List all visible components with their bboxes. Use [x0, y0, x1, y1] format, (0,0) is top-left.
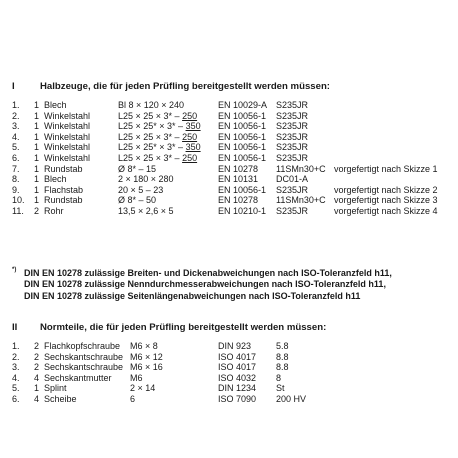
position-cell: 10.	[12, 195, 25, 206]
dimension-text: Ø 8* – 15	[118, 163, 157, 174]
dimension-cell	[118, 132, 218, 143]
name-cell: Sechskantschraube	[44, 362, 124, 373]
strength-class-cell: 8.8	[276, 351, 289, 362]
footnote-marker: *)	[12, 267, 17, 273]
dimension-cell	[118, 111, 218, 122]
dimension-length-underlined: 350	[185, 121, 201, 132]
table-row	[12, 352, 326, 363]
table-row	[12, 100, 442, 111]
standard-parts-table	[12, 341, 326, 405]
position-cell: 7.	[12, 163, 20, 174]
footnote-line: DIN EN 10278 zulässige Nenndurchmesserabweichungen nach ISO-Toleranzfeld h11,	[24, 279, 386, 290]
dimension-length-underlined: 350	[185, 142, 201, 153]
table-row	[12, 206, 442, 217]
standard-cell: DIN 923	[218, 341, 252, 351]
position-cell: 1.	[12, 341, 20, 351]
dimension-cell: 2 × 14	[130, 383, 156, 394]
dimension-text: L25 × 25 × 3* –	[118, 110, 183, 121]
quantity-cell: 1	[34, 121, 40, 132]
table-row	[12, 383, 326, 394]
material-cell: S235JR	[276, 142, 309, 153]
position-cell: 3.	[12, 362, 20, 373]
quantity-cell: 1	[34, 131, 40, 142]
strength-class-cell: 5.8	[276, 341, 289, 351]
dimension-text: 20 × 5 – 23	[118, 184, 164, 195]
position-cell: 11.	[12, 205, 24, 216]
name-cell: Sechskantmutter	[44, 372, 112, 383]
quantity-cell: 1	[34, 110, 40, 121]
note-cell: vorgefertigt nach Skizze 4	[334, 205, 438, 216]
semi-finished-products-table	[12, 100, 442, 217]
dimension-cell: M6 × 8	[130, 341, 158, 351]
dimension-length-underlined: 250	[182, 152, 198, 163]
table-row	[12, 394, 326, 405]
quantity-cell: 2	[34, 341, 40, 351]
dimension-length-underlined: 250	[182, 110, 198, 121]
quantity-cell: 1	[34, 174, 40, 185]
material-cell: DC01-A	[276, 174, 309, 185]
material-cell: S235JR	[276, 152, 309, 163]
quantity-cell: 4	[34, 372, 40, 383]
dimension-cell	[118, 195, 218, 206]
dimension-text: L25 × 25* × 3* –	[118, 121, 186, 132]
table-row	[12, 362, 326, 373]
dimension-cell: M6 × 16	[130, 362, 163, 373]
table-row	[12, 174, 442, 185]
position-cell: 6.	[12, 393, 20, 404]
name-cell: Splint	[44, 383, 67, 394]
position-cell: 5.	[12, 383, 20, 394]
strength-class-cell: 8	[276, 372, 282, 383]
position-cell: 4.	[12, 131, 20, 142]
section-2-heading	[12, 322, 442, 334]
name-cell: Rohr	[44, 205, 64, 216]
dimension-cell	[118, 206, 218, 217]
standard-cell: EN 10056-1	[218, 121, 267, 132]
material-cell: 11SMn30+C	[276, 163, 326, 174]
name-cell: Blech	[44, 174, 67, 185]
note-cell	[334, 153, 442, 164]
dimension-cell: M6	[130, 372, 143, 383]
standard-cell: EN 10210-1	[218, 205, 267, 216]
footnote-line: DIN EN 10278 zulässige Breiten- und Dickenabweichungen nach ISO-Toleranzfeld h11,	[24, 268, 392, 278]
dimension-text: Ø 8* – 50	[118, 195, 157, 206]
quantity-cell: 1	[34, 100, 40, 110]
standard-cell: EN 10131	[218, 174, 259, 185]
standard-cell: EN 10278	[218, 163, 259, 174]
quantity-cell: 1	[34, 163, 40, 174]
table-row	[12, 341, 326, 352]
dimension-length-underlined: 250	[182, 131, 198, 142]
section-1-heading	[12, 81, 442, 93]
table-row	[12, 164, 442, 175]
material-cell: S235JR	[276, 131, 309, 142]
standard-cell: ISO 4017	[218, 362, 257, 373]
table-row	[12, 153, 442, 164]
name-cell: Rundstab	[44, 195, 83, 206]
dimension-cell	[118, 185, 218, 196]
dimension-cell: M6 × 12	[130, 351, 163, 362]
position-cell: 8.	[12, 174, 20, 185]
note-cell	[334, 121, 442, 132]
dimension-cell	[118, 164, 218, 175]
position-cell: 9.	[12, 184, 20, 195]
quantity-cell: 2	[34, 205, 40, 216]
material-cell: S235JR	[276, 205, 309, 216]
note-cell: vorgefertigt nach Skizze 1	[334, 163, 438, 174]
name-cell: Scheibe	[44, 393, 77, 404]
note-cell: vorgefertigt nach Skizze 2	[334, 184, 438, 195]
note-cell	[334, 142, 442, 153]
table-row	[12, 195, 442, 206]
standard-cell: EN 10056-1	[218, 184, 267, 195]
position-cell: 5.	[12, 142, 20, 153]
standard-cell: ISO 4032	[218, 372, 257, 383]
dimension-text: Bl 8 × 120 × 240	[118, 100, 185, 110]
section-1-number: I	[12, 81, 15, 92]
table-row	[12, 121, 442, 132]
dimension-cell	[118, 100, 218, 111]
material-cell: S235JR	[276, 100, 309, 110]
quantity-cell: 2	[34, 362, 40, 373]
position-cell: 2.	[12, 110, 20, 121]
strength-class-cell: St	[276, 383, 285, 394]
name-cell: Winkelstahl	[44, 142, 91, 153]
name-cell: Flachstab	[44, 184, 84, 195]
dimension-cell: 6	[130, 393, 136, 404]
table-row	[12, 111, 442, 122]
standard-cell: EN 10278	[218, 195, 259, 206]
quantity-cell: 1	[34, 383, 40, 394]
material-cell: S235JR	[276, 110, 309, 121]
standard-cell: EN 10056-1	[218, 110, 267, 121]
name-cell: Winkelstahl	[44, 152, 91, 163]
material-cell: 11SMn30+C	[276, 195, 326, 206]
name-cell: Winkelstahl	[44, 121, 91, 132]
dimension-text: 2 × 180 × 280	[118, 174, 174, 185]
table-row	[12, 373, 326, 384]
standard-cell: EN 10029-A	[218, 100, 268, 110]
material-cell: S235JR	[276, 184, 309, 195]
section-2-title: Normteile, die für jeden Prüfling bereitgestellt werden müssen:	[40, 322, 327, 333]
note-cell	[334, 111, 442, 122]
standard-cell: EN 10056-1	[218, 142, 267, 153]
strength-class-cell: 8.8	[276, 362, 289, 373]
name-cell: Flachkopfschraube	[44, 341, 121, 351]
dimension-cell	[118, 142, 218, 153]
section-1-title: Halbzeuge, die für jeden Prüfling bereitgestellt werden müssen:	[40, 81, 331, 92]
table-row	[12, 142, 442, 153]
standard-cell: EN 10056-1	[218, 131, 267, 142]
note-cell	[334, 100, 442, 111]
quantity-cell: 4	[34, 393, 40, 404]
note-cell	[334, 132, 442, 143]
name-cell: Winkelstahl	[44, 110, 91, 121]
note-cell	[334, 174, 442, 185]
footnote-line: DIN EN 10278 zulässige Seitenlängenabweichungen nach ISO-Toleranzfeld h11	[24, 290, 361, 301]
material-cell: S235JR	[276, 121, 309, 132]
name-cell: Blech	[44, 100, 67, 110]
name-cell: Rundstab	[44, 163, 83, 174]
quantity-cell: 1	[34, 184, 40, 195]
quantity-cell: 2	[34, 351, 40, 362]
dimension-text: L25 × 25 × 3* –	[118, 152, 183, 163]
name-cell: Sechskantschraube	[44, 351, 124, 362]
table-row	[12, 132, 442, 143]
position-cell: 6.	[12, 152, 20, 163]
position-cell: 3.	[12, 121, 20, 132]
note-cell: vorgefertigt nach Skizze 3	[334, 195, 438, 206]
quantity-cell: 1	[34, 142, 40, 153]
dimension-text: L25 × 25 × 3* –	[118, 131, 183, 142]
quantity-cell: 1	[34, 152, 40, 163]
position-cell: 4.	[12, 372, 20, 383]
name-cell: Winkelstahl	[44, 131, 91, 142]
standard-cell: EN 10056-1	[218, 152, 267, 163]
standard-cell: ISO 7090	[218, 393, 257, 404]
section-2-number: II	[12, 322, 18, 333]
dimension-cell	[118, 174, 218, 185]
quantity-cell: 1	[34, 195, 40, 206]
standard-cell: DIN 1234	[218, 383, 257, 394]
strength-class-cell: 200 HV	[276, 393, 307, 404]
table-row	[12, 185, 442, 196]
dimension-text: L25 × 25* × 3* –	[118, 142, 186, 153]
position-cell: 1.	[12, 100, 20, 110]
dimension-cell	[118, 153, 218, 164]
dimension-cell	[118, 121, 218, 132]
standard-cell: ISO 4017	[218, 351, 257, 362]
dimension-text: 13,5 × 2,6 × 5	[118, 205, 174, 216]
position-cell: 2.	[12, 351, 20, 362]
